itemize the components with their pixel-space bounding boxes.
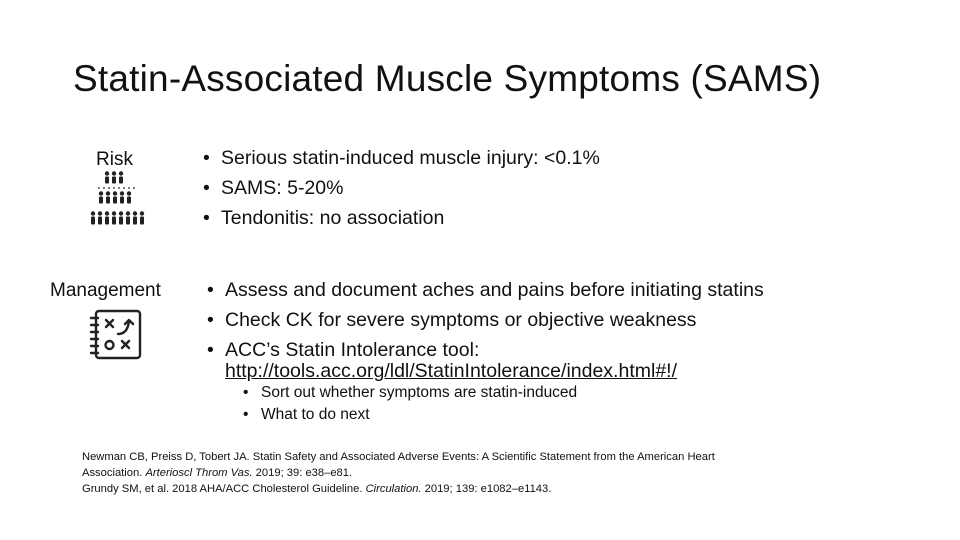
- reference-1-line-1: Newman CB, Preiss D, Tobert JA. Statin Safety and Associated Adverse Events: A Scientific Statement from the American Heart: [82, 451, 715, 463]
- reference-1-line-2: [82, 465, 882, 481]
- management-bullet: • Assess and document aches and pains before initiating statins: [207, 275, 764, 305]
- management-label: Management: [50, 280, 161, 301]
- reference-2: [82, 481, 882, 497]
- risk-label: Risk: [96, 149, 133, 170]
- reference-1-journal: Arterioscl Throm Vas.: [145, 467, 253, 479]
- risk-bullet-list: [203, 143, 600, 233]
- risk-bullet: • Serious statin-induced muscle injury: <0.1%: [203, 143, 600, 173]
- management-sub-bullet: • What to do next: [243, 404, 577, 426]
- management-bullet: [207, 335, 764, 383]
- risk-bullet: • Tendonitis: no association: [203, 203, 600, 233]
- management-bullet-list: [207, 275, 764, 383]
- reference-2-citation: 2019; 139: e1082–e1143.: [421, 483, 552, 495]
- management-sub-bullet: • Sort out whether symptoms are statin-induced: [243, 382, 577, 404]
- strategy-notebook-icon: [88, 308, 144, 362]
- reference-2-authors: Grundy SM, et al. 2018 AHA/ACC Cholesterol Guideline.: [82, 483, 366, 495]
- management-bullet: • Check CK for severe symptoms or objective weakness: [207, 305, 764, 335]
- reference-1-citation: 2019; 39: e38–e81.: [252, 467, 353, 479]
- management-sub-bullet-list: [243, 382, 577, 426]
- reference-1-association: Association.: [82, 467, 146, 479]
- reference-2-journal: Circulation.: [365, 483, 422, 495]
- people-group-icon: [88, 171, 146, 229]
- management-bullet-text: ACC’s Statin Intolerance tool:: [225, 339, 480, 361]
- risk-bullet: • SAMS: 5-20%: [203, 173, 600, 203]
- slide-title: Statin-Associated Muscle Symptoms (SAMS): [73, 58, 822, 99]
- statin-intolerance-tool-link[interactable]: http://tools.acc.org/ldl/StatinIntolerance/index.html#!/: [225, 360, 677, 382]
- references: [82, 449, 882, 497]
